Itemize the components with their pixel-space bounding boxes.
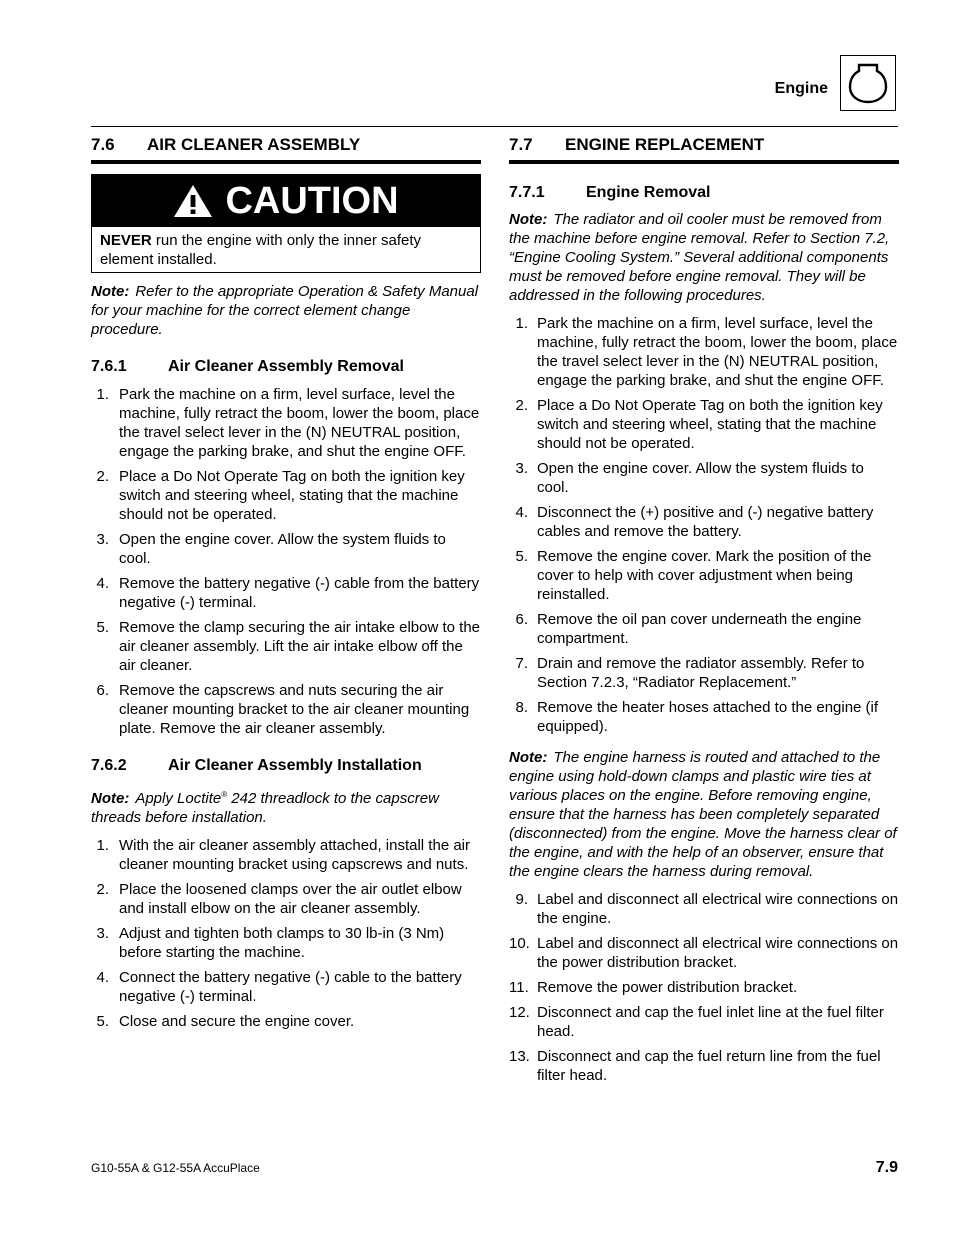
note-text: The radiator and oil cooler must be removed from the machine before engine removal. Refer to Section 7.2, “Engine Cooling System.” Several additional components must be removed before engine removal. They will be addressed in the following procedures. [509, 211, 890, 304]
list-item [509, 459, 899, 497]
step-text: With the air cleaner assembly attached, install the air cleaner mounting bracket using capscrews and nuts. [119, 837, 470, 873]
subsection-heading-7-6-2 [91, 756, 481, 776]
list-item [91, 836, 481, 874]
step-number: 12. [509, 1004, 530, 1021]
page-number: 7.9 [875, 1159, 898, 1176]
step-number: 4. [96, 575, 109, 592]
step-number: 4. [515, 504, 528, 521]
removal-steps-list [91, 385, 481, 738]
step-number: 13. [509, 1048, 530, 1065]
list-item [509, 934, 899, 972]
step-number: 5. [96, 619, 109, 636]
step-text: Disconnect the (+) positive and (-) negative battery cables and remove the battery. [537, 504, 874, 540]
step-text: Remove the heater hoses attached to the engine (if equipped). [537, 699, 879, 735]
installation-steps-list [91, 836, 481, 1031]
section-title: ENGINE REPLACEMENT [565, 135, 765, 154]
list-item [509, 396, 899, 453]
section-heading-7-6 [91, 134, 481, 164]
step-text: Disconnect and cap the fuel return line from the fuel filter head. [537, 1048, 881, 1084]
engine-removal-steps-list [509, 314, 899, 736]
subsection-number: 7.6.1 [91, 358, 127, 375]
step-text: Remove the battery negative (-) cable from the battery negative (-) terminal. [119, 575, 480, 611]
step-number: 2. [96, 881, 109, 898]
list-item [91, 618, 481, 675]
step-number: 9. [515, 891, 528, 908]
step-number: 5. [96, 1013, 109, 1030]
header-rule [91, 126, 898, 127]
list-item [91, 467, 481, 524]
step-number: 8. [515, 699, 528, 716]
list-item [91, 574, 481, 612]
list-item [509, 654, 899, 692]
list-item [509, 1047, 899, 1085]
caution-box [91, 174, 481, 273]
note-text: Refer to the appropriate Operation & Safety Manual for your machine for the correct element change procedure. [91, 283, 479, 338]
step-number: 7. [515, 655, 528, 672]
subsection-title: Air Cleaner Assembly Installation [168, 757, 422, 774]
step-text: Disconnect and cap the fuel inlet line at the fuel filter head. [537, 1004, 884, 1040]
note-text-post: 242 threadlock to the capscrew threads before installation. [91, 790, 439, 826]
subsection-title: Engine Removal [586, 184, 711, 201]
caution-banner [92, 175, 480, 227]
step-text: Remove the clamp securing the air intake elbow to the air cleaner assembly. Lift the air intake elbow off the air cleaner. [119, 619, 481, 674]
engine-icon [847, 61, 889, 105]
subsection-heading-7-7-1 [509, 183, 899, 203]
step-number: 2. [96, 468, 109, 485]
list-item [509, 547, 899, 604]
step-text: Remove the capscrews and nuts securing the air cleaner mounting bracket to the air cleaner mounting plate. Remove the air cleaner assembly. [119, 682, 470, 737]
engine-removal-steps-continued-list [509, 890, 899, 1085]
step-number: 6. [515, 611, 528, 628]
step-number: 11. [509, 979, 529, 996]
subsection-number: 7.7.1 [509, 184, 545, 201]
caution-text: run the engine with only the inner safety element installed. [100, 232, 422, 268]
list-item [91, 968, 481, 1006]
note-text: The engine harness is routed and attached to the engine using hold-down clamps and plastic wire ties at various places on the engine. Before removing engine, ensure that the harness has been completely separated (disconnected) from the engine. Move the harness clear of the engine, and with the help of an observer, ensure that the engine clears the harness during removal. [509, 749, 897, 880]
note-label: Note: [91, 283, 130, 300]
subsection-number: 7.6.2 [91, 757, 127, 774]
note-label: Note: [91, 790, 130, 807]
section-title: AIR CLEANER ASSEMBLY [147, 135, 361, 154]
step-text: Place a Do Not Operate Tag on both the ignition key switch and steering wheel, stating that the machine should not be operated. [119, 468, 465, 523]
warning-triangle-icon [173, 184, 213, 218]
step-text: Remove the power distribution bracket. [537, 979, 798, 996]
chapter-label: Engine [774, 80, 828, 97]
step-text: Remove the oil pan cover underneath the engine compartment. [537, 611, 862, 647]
step-text: Label and disconnect all electrical wire connections on the power distribution bracket. [537, 935, 899, 971]
list-item [509, 978, 899, 997]
step-text: Connect the battery negative (-) cable to the battery negative (-) terminal. [119, 969, 462, 1005]
chapter-tab [840, 55, 896, 111]
section-number: 7.6 [91, 135, 115, 154]
registered-mark: ® [221, 790, 228, 799]
list-item [91, 924, 481, 962]
left-column [91, 134, 481, 1037]
section-heading-7-7 [509, 134, 899, 164]
step-number: 5. [515, 548, 528, 565]
step-text: Drain and remove the radiator assembly. Refer to Section 7.2.3, “Radiator Replacement.” [537, 655, 865, 691]
list-item [91, 681, 481, 738]
step-number: 3. [96, 925, 109, 942]
step-number: 4. [96, 969, 109, 986]
step-text: Park the machine on a firm, level surface, level the machine, fully retract the boom, lower the boom, place the travel select lever in the (N) NEUTRAL position, engage the parking brake, and shut the engine OFF. [119, 386, 480, 460]
step-number: 10. [509, 935, 530, 952]
list-item [91, 880, 481, 918]
step-text: Open the engine cover. Allow the system fluids to cool. [119, 531, 446, 567]
subsection-heading-7-6-1 [91, 357, 481, 377]
step-number: 1. [96, 386, 109, 403]
step-number: 6. [96, 682, 109, 699]
note-label: Note: [509, 211, 548, 228]
step-text: Label and disconnect all electrical wire connections on the engine. [537, 891, 899, 927]
step-number: 3. [515, 460, 528, 477]
list-item [509, 314, 899, 390]
step-text: Adjust and tighten both clamps to 30 lb-in (3 Nm) before starting the machine. [119, 925, 445, 961]
list-item [91, 530, 481, 568]
note-loctite [91, 785, 481, 827]
step-text: Open the engine cover. Allow the system fluids to cool. [537, 460, 864, 496]
step-text: Close and secure the engine cover. [119, 1013, 355, 1030]
list-item [509, 610, 899, 648]
step-number: 3. [96, 531, 109, 548]
note-radiator [509, 210, 899, 305]
list-item [509, 890, 899, 928]
list-item [509, 698, 899, 736]
note-harness [509, 748, 899, 881]
list-item [509, 503, 899, 541]
section-number: 7.7 [509, 135, 533, 154]
note-element-change [91, 282, 481, 339]
list-item [91, 1012, 481, 1031]
step-text: Place the loosened clamps over the air outlet elbow and install elbow on the air cleaner assembly. [119, 881, 462, 917]
subsection-title: Air Cleaner Assembly Removal [168, 358, 404, 375]
step-text: Remove the engine cover. Mark the position of the cover to help with cover adjustment when being reinstalled. [537, 548, 872, 603]
footer-model: G10-55A & G12-55A AccuPlace [91, 1161, 260, 1175]
step-number: 2. [515, 397, 528, 414]
right-column [509, 134, 899, 1091]
list-item [509, 1003, 899, 1041]
caution-title: CAUTION [225, 179, 399, 222]
step-number: 1. [96, 837, 109, 854]
step-text: Park the machine on a firm, level surface, level the machine, fully retract the boom, lower the boom, place the travel select lever in the (N) NEUTRAL position, engage the parking brake, and shut the engine OFF. [537, 315, 898, 389]
caution-emphasis: NEVER [100, 232, 152, 249]
caution-message [92, 227, 480, 272]
list-item [91, 385, 481, 461]
note-text-pre: Apply Loctite [135, 790, 222, 807]
step-number: 1. [515, 315, 528, 332]
note-label: Note: [509, 749, 548, 766]
step-text: Place a Do Not Operate Tag on both the ignition key switch and steering wheel, stating that the machine should not be operated. [537, 397, 883, 452]
